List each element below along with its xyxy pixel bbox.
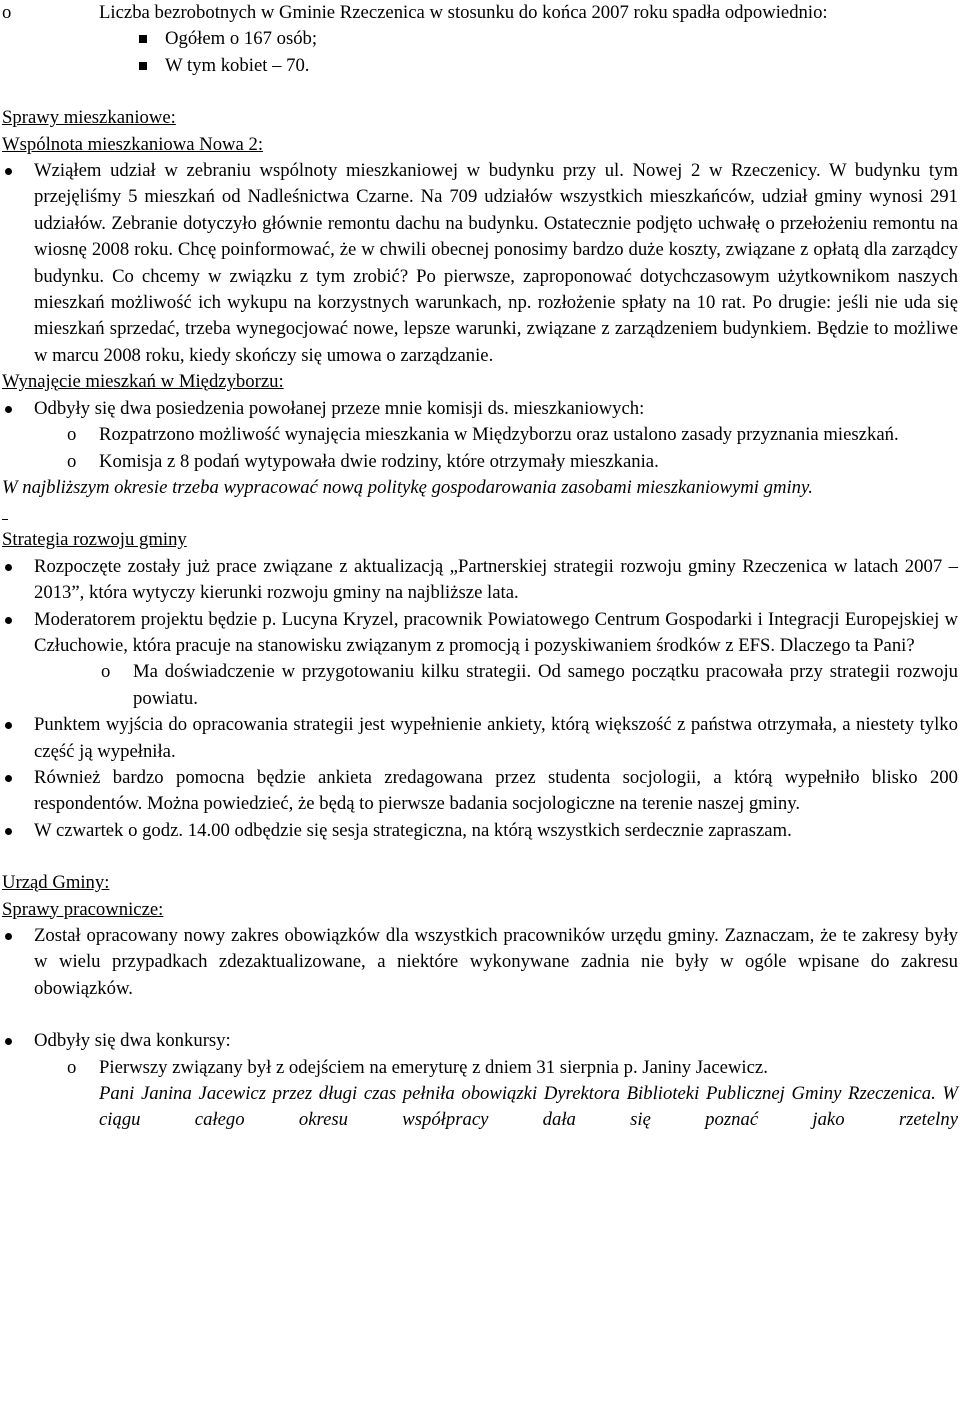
list-item [2,396,958,422]
list-item-text: Został opracowany nowy zakres obowiązków dla wszystkich pracowników urzędu gminy. Zaznaczam, że te zakresy były w wielu przypadkach zdezaktualizowane, a niektóre wykonywane zadnia nie były w ogóle wpisane do zakresu obowiązków. [34,925,958,999]
italic-paragraph: Pani Janina Jacewicz przez długi czas pełniła obowiązki Dyrektora Biblioteki Publicznej Gminy Rzeczenica. W ciągu całego okresu współpracy dała się poznać jako rzetelny [99,1083,958,1131]
list-item [2,449,958,475]
list-item-text: Rozpoczęte zostały już prace związane z aktualizacją „Partnerskiej strategii rozwoju gminy Rzeczenica w latach 2007 – 2013”, która wytyczy kierunki rozwoju gminy na najbliższe lata. [34,555,958,604]
sub-bullet-marker: o [67,1056,77,1078]
bullet-icon [5,933,12,940]
list-item [2,554,958,607]
list-item-text: Odbyły się dwa posiedzenia powołanej przeze mnie komisji ds. mieszkaniowych: [34,397,645,419]
list-item [2,1028,958,1054]
sub-bullet-marker: o [67,424,77,446]
bullet-icon [5,828,12,835]
bullet-icon [5,1038,12,1045]
bullet-icon [5,406,12,413]
section-heading: Strategia rozwoju gminy [2,529,187,551]
list-item-text: Punktem wyjścia do opracowania strategii jest wypełnienie ankiety, którą większość z państwa otrzymała, a niestety tylko część ją wypełniła. [34,714,958,762]
list-item-text: Liczba bezrobotnych w Gminie Rzeczenica w stosunku do końca 2007 roku spadła odpowiednio: [99,2,828,23]
list-item-text: Wziąłem udział w zebraniu wspólnoty mieszkaniowej w budynku przy ul. Nowej 2 w Rzeczenicy. W budynku tym przejęliśmy 5 mieszkań od Nadleśnictwa Czarne. Na 709 udziałów wszystkich mieszkańców, udział gminy wynosi 291 udziałów. Zebranie dotyczyło głównie remontu dachu na budynku. Ostatecznie podjęto uchwałę o przełożeniu remontu na wiosnę 2008 roku. Chcę poinformować, że w chwili obecnej ponosimy bardzo duże koszty, związane z opłatą dla zarządcy budynku. Co chcemy w związku z tym zrobić? Po pierwsze, zaproponować dotychczasowym użytkownikom naszych mieszkań możliwość ich wykupu na korzystnych warunkach, np. rozłożenie spłaty na 10 rat. Po drugie: jeśli nie uda się mieszkań sprzedać, trzeba wynegocjować nowe, lepsze warunki, związane z zarządzeniem budynkiem. Będzie to możliwe w marcu 2008 roku, kiedy skończy się umowa o zarządzanie. [34,160,958,366]
list-item-text: Rozpatrzono możliwość wynajęcia mieszkania w Międzyborzu oraz ustalono zasady przyznania mieszkań. [99,424,899,446]
subsection-heading: Wynajęcie mieszkań w Międzyborzu: [2,371,284,393]
subsection-heading: Sprawy pracownicze: [2,898,164,920]
list-item-text: Pierwszy związany był z odejściem na emeryturę z dniem 31 sierpnia p. Janiny Jacewicz. [99,1056,768,1078]
list-item-text: Również bardzo pomocna będzie ankieta zredagowana przez studenta socjologii, a którą wypełniło blisko 200 respondentów. Można powiedzieć, że będą to pierwsze badania socjologiczne na terenie naszej gminy. [34,766,958,815]
bullet-icon [5,168,12,175]
list-item [2,422,958,448]
list-item-text: Ma doświadczenie w przygotowaniu kilku strategii. Od samego początku pracowała przy strategii rozwoju powiatu. [133,661,958,709]
list-item-text: Ogółem o 167 osób; [165,28,318,50]
list-item [2,712,958,765]
bullet-icon [5,722,12,729]
list-item-text: W czwartek o godz. 14.00 odbędzie się sesja strategiczna, na którą wszystkich serdecznie zapraszam. [34,819,792,841]
list-item [2,818,958,844]
bullet-icon [5,564,12,571]
list-item-text: Odbyły się dwa konkursy: [34,1030,231,1052]
list-item [2,26,958,52]
list-item [2,765,958,818]
list-item [2,0,958,26]
list-item [2,607,958,660]
list-item [2,158,958,369]
sub-bullet-marker: o [101,661,111,683]
conclusion-text: W najbliższym okresie trzeba wypracować nową politykę gospodarowania zasobami mieszkaniowymi gminy. [2,476,813,498]
list-item-text: Moderatorem projektu będzie p. Lucyna Kryzel, pracownik Powiatowego Centrum Gospodarki i Integracji Europejskiej w Człuchowie, która pracuje na stanowisku związanym z promocją i pozyskiwaniem środków z EFS. Dlaczego ta Pani? [34,608,958,656]
sub-bullet-marker: o [2,2,12,23]
subsection-heading: Wspólnota mieszkaniowa Nowa 2: [2,133,264,155]
sub-bullet-marker: o [67,450,77,472]
list-item [2,1055,958,1081]
spacer-dash [2,501,958,527]
bullet-icon [5,617,12,624]
square-bullet-icon [139,35,147,43]
list-item [2,659,958,712]
square-bullet-icon [139,62,147,70]
list-item-text: W tym kobiet – 70. [165,54,310,76]
bullet-icon [5,775,12,782]
list-item-text: Komisja z 8 podań wytypowała dwie rodziny, które otrzymały mieszkania. [99,450,659,472]
section-heading: Urząd Gminy: [2,872,110,894]
list-item [2,53,958,79]
list-item [2,923,958,1002]
section-heading: Sprawy mieszkaniowe: [2,107,176,129]
